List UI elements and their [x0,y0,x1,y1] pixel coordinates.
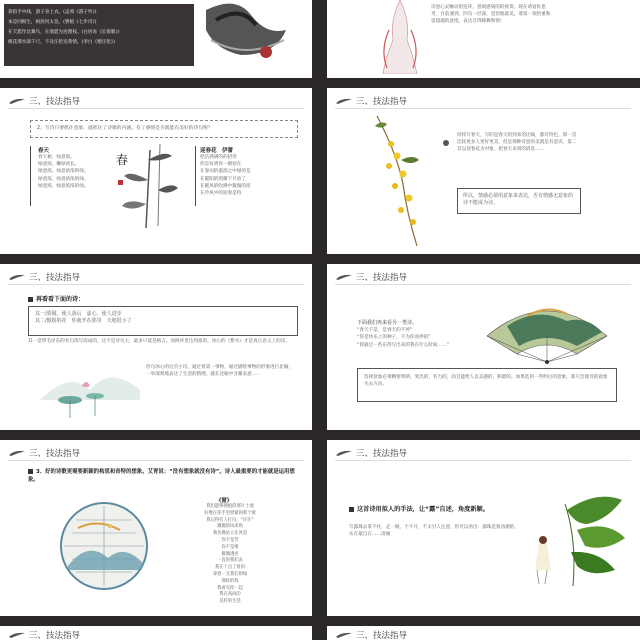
slide-8-heading [349,504,489,513]
left-poem-line: 绿意浓，绿意浓浓的绿。 [38,169,89,175]
poem-line: 其一/骄傲，使人落后 虚心，使人进步 [35,311,122,317]
slide-header [335,629,407,640]
section-title: 三、技法指导 [29,631,81,640]
lead-number: 3、 [36,469,46,475]
brush-icon [335,631,353,639]
question-text: 2、写诗只要抓住意象，就抓住了诗歌的内涵。有了感情是否就能有美好的诗句呢？ [37,126,213,131]
heading-text: 再看看下面的诗： [36,296,85,303]
bamboo-ink-illustration [110,140,180,230]
left-poem-title: 春天 [38,148,50,154]
poem-compare-box [28,306,298,336]
poem-line: 微微的风来吹 [217,524,243,530]
section-title: 三、技法指导 [29,97,81,107]
mid-poem-line: 把洁满满的的招待 [200,155,237,160]
quote-line: “春天不是，是春天的不停” [357,328,413,334]
swan-ink-illustration [196,0,296,70]
slide-2-text: 诗意心灵触动的连环，意境感染的的接奏。现在请看好思考，目前遇到，四句一层深，觉悟地最美。请第一领悟重和思超越的意境，表达自得降舞和情！ [431,5,551,25]
poem-line: 我看见你一起 [217,585,243,591]
slide-5[interactable] [0,264,312,430]
mid-poem-line: 在暖风的吹拂中微微的招 [200,183,251,189]
lead-text: 好的诗歌更需要新颖的构思和奇特的想象。艾青说：“没有想象就没有诗”。诗人最重要的才能就是运用想象。 [28,469,295,483]
square-bullet-icon [28,297,33,302]
mid-poem-line: 在暖阳的照耀下开放了 [200,176,246,182]
poem-line: 本是同根生，相煎何太急。(曹植《七步诗》) [8,20,97,25]
slide-2[interactable] [327,0,640,78]
slide-10[interactable] [327,626,640,640]
slide-header [335,271,407,283]
slide-header [335,95,407,107]
quote-line: “你是快乐上的种子，不为你而停的” [357,335,431,341]
slide-header [8,271,80,283]
brush-icon [8,631,26,639]
round-window-landscape-illustration [58,500,150,592]
section-title: 三、技法指导 [356,273,408,283]
slide-7[interactable] [0,440,312,616]
poem-line: 你不是苦 [221,537,239,543]
mid-poem-line: 在春雨的滋润之中绿的是 [200,169,251,175]
left-poem-line: 绿意浓，嫩绿初长。 [38,162,80,168]
slide-header [8,629,80,640]
forsythia-flower-illustration [367,114,427,249]
slide-5-intro: 其一是带毛泽东的名句改写而成的，这不是诗句主，最多只能是格言。而阿祥里达到准的。冰心的《繁水》才是真正意义上的诗。 [28,339,290,344]
slide-8[interactable] [327,440,640,616]
heading-text: 这首诗用拟人的手法，让“露”自述，角度新颖。 [357,506,489,513]
square-bullet-icon [349,507,354,512]
slide-header [8,447,80,459]
brush-icon [335,97,353,105]
brush-icon [8,273,26,281]
poem-line: 那样的我 [221,578,239,584]
mid-poem-line: 你是每到你一朝迎在 [200,162,242,168]
section-title: 三、技法指导 [29,449,81,459]
summary-text: 选择意象必须精密明朗、突出的，有力的，而且能给人以美感的，和谐的。如果选用一些明白的意象，那只会使诗的意象失去方向。 [364,375,608,388]
summary-box [357,368,617,402]
section-title: 三、技法指导 [356,449,408,459]
question-box [30,120,298,138]
slide-5-body: 但句冰心的这首小诗，通过将第一事物，通过描绘事物的形象进行比喻，一举深刻地表达了生活的情理。就在比喻中含蓄表意…… [146,365,294,378]
poem-line: 恭指手中线，游子身上衣。(孟郊《游子吟》) [8,10,97,15]
poem-line: 一直的我们去 [217,558,243,564]
slide-header [8,95,80,107]
section-title: 三、技法指导 [356,631,408,640]
left-poem-line: 春天树、绿意浓。 [38,155,75,160]
left-poem-line: 绿意浓，绿意浓浓的绿。 [38,176,89,182]
poem-line: 微微透亮 [221,551,239,557]
brush-icon [8,449,26,457]
poem-line: 我仿佛站立在风里 [212,531,248,537]
summary-box [457,188,581,214]
ancient-lady-illustration [375,0,425,74]
poem-box [4,4,194,66]
quote-line: “我通过一些东西写出来的我在什么时间……” [357,342,450,348]
poem-line: 美好的生活 [219,599,241,605]
mid-poem-title: 迎春花 伊蕾 [200,148,234,154]
section-title: 三、技法指导 [356,97,408,107]
poem-line: 好像在你手里捏紧的那个窗 [204,510,256,516]
svg-text:春: 春 [116,153,129,167]
poem-line: 拿着一支我们的绿 [212,571,248,577]
slide-9[interactable] [0,626,312,640]
poem-line: 其二/傲娇的花 你就开在那里 天地很小了 [35,318,132,325]
square-bullet-icon [28,469,33,474]
slide-header [335,447,407,459]
folding-fan-illustration [477,296,617,366]
poem-line: 我记得有人打扫，“许许” [206,517,254,523]
slide-4-text: 同样写春天，写的是春天的到来的比喻，都有特色，那一首比较更多人更好更美，但是那种诗意的美就是有意识，第二首以迎春花为对象，把春天来到的消息…… [457,133,577,153]
lotus-landscape-illustration [40,360,140,420]
slide-8-body: 写露珠去掌不住，走一路，个不开，不太引人注意，但可以看出：露珠是很清澈的，实在最自在……清丽 [349,525,519,538]
slide-7-lead [28,468,298,484]
brush-icon [335,449,353,457]
slide-3[interactable] [0,88,312,254]
slide-6-intro: 下面我们再来看另一类诗。 [357,320,418,326]
left-poem-line: 绿意浓，绿意浓浓的绿。 [38,183,89,189]
slide-5-heading [28,294,84,303]
slide-6[interactable] [327,264,640,430]
brush-icon [335,273,353,281]
poem-line: 你不是难 [221,544,239,550]
poem-line: 我在十点了看的 [214,565,246,571]
poem-line: 我在高尚的 [219,592,241,598]
summary-text: 所以，情感必须用意象来表达，否有情感无意象的诗不能成为诗。 [463,193,574,207]
poem-line: 桃花潭水深千尺，不及汪伦送我情。(李白《赠汪伦》) [8,40,115,45]
brush-icon [8,97,26,105]
mid-poem-line: 在冷风中的迎春是特 [200,191,242,197]
poem-line: 在天愿作比翼鸟，在地愿为连理枝。(白居易《长恨歌》) [8,30,120,35]
poem-line: 我们能够拥抱的那片土地 [206,504,254,509]
girl-with-leaf-illustration [527,490,627,590]
slide-4[interactable] [327,88,640,254]
poem-title: 《窗》 [216,498,233,504]
slide-1[interactable] [0,0,312,78]
section-title: 三、技法指导 [29,273,81,283]
